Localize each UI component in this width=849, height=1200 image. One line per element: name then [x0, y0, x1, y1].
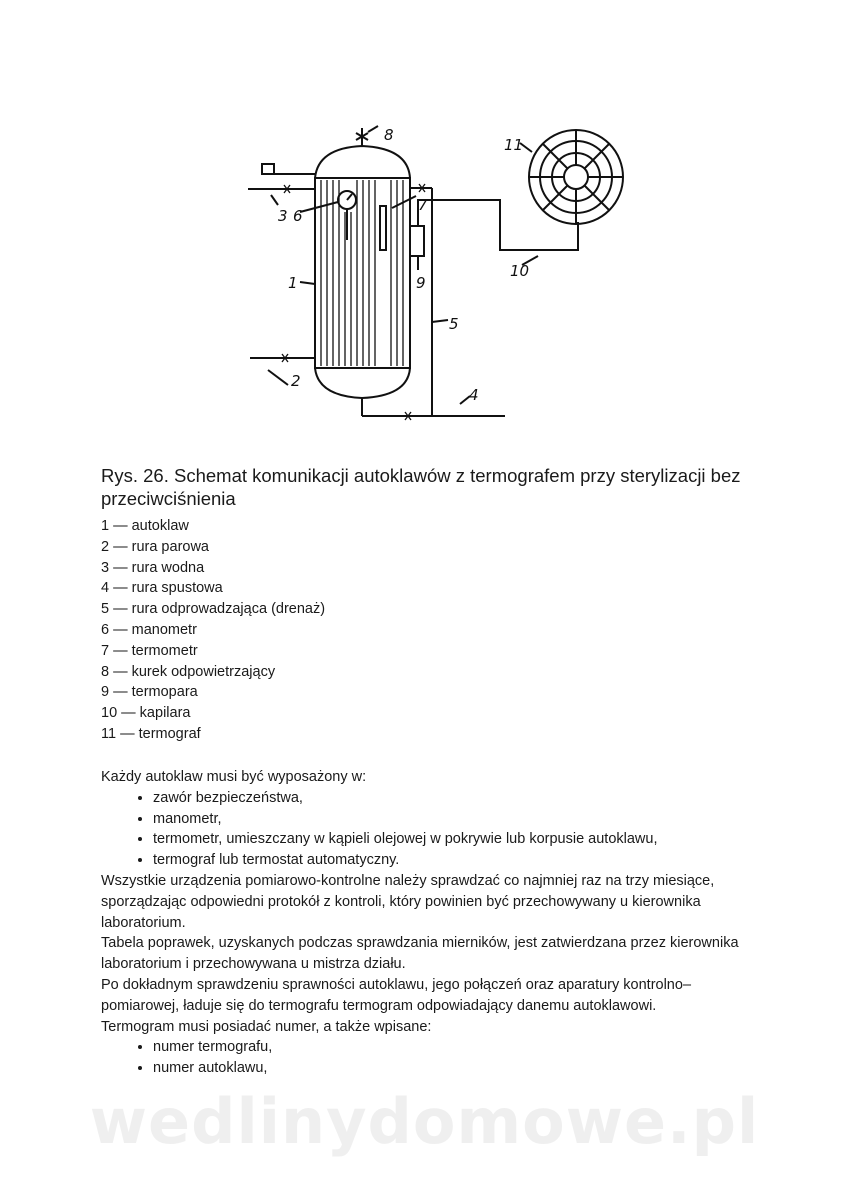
bottom-dome: [315, 368, 410, 398]
list-item: • manometr,: [153, 809, 761, 830]
legend-item: 8 — kurek odpowietrzający: [101, 663, 276, 680]
legend-item: 1 — autoklaw: [101, 518, 189, 534]
legend-item: 11 — termograf: [101, 725, 201, 742]
paragraph: Po dokładnym sprawdzeniu sprawności autoklawu, jego połączeń oraz aparatury kontrolno–pomiarowej, ładuje się do termografu termogram odpowiadający danemu autoklawowi.: [101, 976, 692, 1014]
list-item: • zawór bezpieczeństwa,: [153, 788, 761, 809]
label-1: 1: [288, 274, 298, 292]
list-item: • termograf lub termostat automatyczny.: [153, 850, 761, 871]
list-item: • termometr, umieszczany w kąpieli olejowej w pokrywie lub korpusie autoklawu,: [153, 829, 761, 850]
watermark: wedlinydomowe.pl: [89, 1085, 760, 1158]
paragraph: Wszystkie urządzenia pomiarowo-kontrolne należy sprawdzać co najmniej raz na trzy miesiące, sporządzając odpowiedni protokół z kontroli, który powinien być przechowywany u kierownika laboratorium.: [101, 872, 715, 931]
list-item: • numer termografu,: [153, 1037, 761, 1058]
body-text: [101, 767, 761, 1079]
figure-caption: Rys. 26. Schemat komunikacji autoklawów z termografem przy sterylizacji bez przeciwciśnienia: [101, 465, 741, 509]
label-4: 4: [469, 386, 479, 404]
paragraph: Termogram musi posiadać numer, a także wpisane:: [101, 1018, 432, 1035]
top-dome: [315, 146, 410, 178]
legend-item: 4 — rura spustowa: [101, 580, 223, 597]
intro-paragraph: Każdy autoklaw musi być wyposażony w:: [101, 769, 367, 785]
legend-item: 3 — rura wodna: [101, 559, 205, 576]
legend-item: 5 — rura odprowadzająca (drenaż): [101, 601, 326, 618]
equipment-list: [101, 788, 761, 871]
thermometer: [380, 206, 386, 250]
label-2: 2: [291, 372, 301, 390]
paragraph: Tabela poprawek, uzyskanych podczas sprawdzania mierników, jest zatwierdzana przez kierownika laboratorium i przechowywana u mistrza działu.: [101, 935, 739, 973]
label-8: 8: [384, 126, 394, 144]
label-11: 11: [504, 136, 524, 154]
label-9: 9: [416, 274, 426, 292]
capillary: [418, 200, 578, 250]
label-7: 7: [418, 196, 428, 214]
label-6: 6: [293, 207, 303, 225]
list-item: • numer autoklawu,: [153, 1058, 761, 1079]
legend-item: 7 — termometr: [101, 642, 198, 659]
label-3: 3: [278, 207, 288, 225]
legend-item: 10 — kapilara: [101, 705, 191, 722]
autoclave-diagram: [0, 0, 849, 460]
legend-item: 2 — rura parowa: [101, 538, 209, 555]
body-hatching: [321, 180, 403, 366]
legend-item: 9 — termopara: [101, 684, 198, 701]
label-10: 10: [510, 262, 530, 280]
legend-item: 6 — manometr: [101, 621, 197, 638]
figure-legend: [101, 516, 325, 745]
label-5: 5: [449, 315, 459, 333]
thermocouple: [410, 226, 424, 256]
termogram-list: [101, 1037, 761, 1079]
